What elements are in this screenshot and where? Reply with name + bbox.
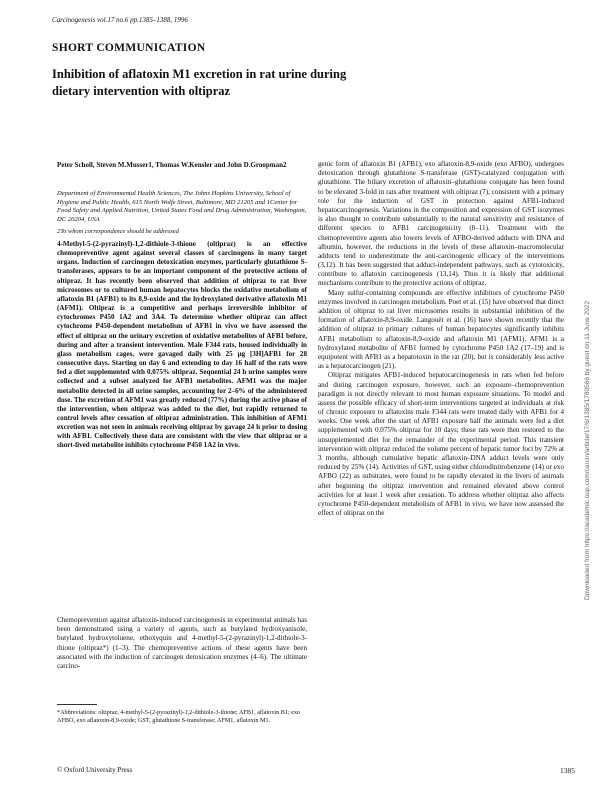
copyright-notice: © Oxford University Press [57, 766, 133, 774]
download-watermark [572, 200, 591, 600]
download-note: Downloaded from https://academic.oup.com/carcin/article/17/6/1385/1780566 by guest on 11 June 2022 [584, 300, 591, 600]
correspondence-note: 2To whom correspondence should be addressed [57, 228, 179, 235]
footnote-divider [57, 704, 97, 705]
body-text-right [318, 160, 564, 518]
paragraph: Many sulfur-containing compounds are effective inhibitors of cytochrome P450 enzymes involved in carcinogen metabolism. Poet et al. (15) have observed that direct addition of oltipraz to rat liver microsomes results in substantial inhibition of the formation of aflatoxin-8,9-oxide. Langouët et al. (16) have shown recently that the addition of oltipraz to primary cultures of human hepatocytes significantly inhibits AFB1 metabolism to aflatoxin-8,9-oxide and aflatoxin M1 (AFM1). AFM1 is a hydroxylated metabolite of AFB1 formed by cytochrome P450 1A2 (17–19) and is equipotent with AFB1 as a hepatotoxin in the rat (20), but is considerably less active as a hepatocarcinogen (21). [318, 288, 564, 371]
body-text-left: Chemoprevention against aflatoxin-induced carcinogenesis in experimental animals has been demonstrated using a variety of agents, such as butylated hydroxyanisole, butylated hydroxytoluene, ethoxyquin and 4-methyl-5-(2-pyrazinyl)-1,2-dithiole-3-thione (oltipraz*) (1–3). The chemopreventive actions of these agents have been associated with the induction of carcinogen detoxication enzymes (4–6). The ultimate carcino- [57, 616, 307, 671]
article-title: Inhibition of aflatoxin M1 excretion in rat urine during dietary intervention with oltipraz [52, 67, 347, 98]
author-list: Peter Scholl, Steven M.Musser1, Thomas W.Kensler and John D.Groopman2 [57, 161, 287, 169]
journal-citation: Carcinogenesis vol.17 no.6 pp.1385–1388, 1996 [52, 16, 188, 24]
abbreviations-footnote: *Abbreviations: oltipraz, 4-methyl-5-(2-pyrazinyl)-1,2-dithiole-3-thione; AFB1, aflatoxin B1; exo AFBO, exo aflatoxin-8,9-oxide; GST, glutathione S-transferase; AFM1, aflatoxin M1. [57, 709, 301, 724]
paragraph: Oltipraz mitigates AFB1-induced hepatocarcinogenesis in rats when fed before and during carcinogen exposure, however, such an exposure–chemoprevention paradigm is not directly relevant to most human exposure situations. To model and assess the possible efficacy of short-term interventions targeted at individuals at risk of chronic exposure to aflatoxins male F344 rats were treated daily with AFB1 for 4 weeks. One week after the start of AFB1 exposure half the animals were fed a diet supplemented with 0.075% oltipraz for 10 days; these rats were then restored to the unsupplemented diet for the remainder of the experimental period. This transient intervention with oltipraz reduced the volume percent of hepatic tumor foci by 72% at 3 months, although cumulative hepatic aflatoxin–DNA adduct levels were only reduced by 25% (14). Activities of GST, using either chlorodinitrobenzene (14) or exo AFBO (22) as substrates, were found to be rapidly elevated in the livers of animals after beginning the oltipraz intervention and remained elevated above control activities for at least 1 week after cessation. To address whether oltipraz also affects cytochrome P450-dependent metabolism of AFB1 in vivo, we have now assessed the effect of oltipraz on the [318, 371, 564, 518]
author-affiliation: Department of Environmental Health Sciences, The Johns Hopkins University, School of Hygiene and Public Health, 615 North Wolfe Street, Baltimore, MD 21205 and 1Center for Food Safety and Applied Nutrition, United States Food and Drug Administration, Washington, DC 20204, USA [57, 190, 307, 223]
paragraph: genic form of aflatoxin B1 (AFB1), exo aflatoxin-8,9-oxide (exo AFBO), undergoes detoxication through glutathione S-transferase (GST)-catalyzed conjugation with glutathione. The biliary excretion of aflatoxin–glutathione conjugate has been found to be elevated 3-fold in rats after treatment with oltipraz (7), consistent with a primary role for the induction of GST in protection against AFB1-induced hepatocarcinogenesis. Variations in the composition and expression of GST isozymes is also thought to contribute substantially to the natural sensitivity and resistance of different species to AFB1 carcinogenicity (8–11). Treatment with the chemopreventive agents also lowers levels of AFBO-derived adducts with DNA and albumin, however, the reductions in the levels of these aflatoxin–macromolecular adducts tend to underestimate the anti-carcinogenic efficacy of the interventions (3,12). It has been suggested that adduct-independent pathways, such as cytotoxicity, contribute to aflatoxin carcinogenesis (13,14). Thus it is likely that additional mechanisms contribute to the protective actions of oltipraz. [318, 160, 564, 288]
section-label: SHORT COMMUNICATION [52, 42, 206, 54]
abstract: 4-Methyl-5-(2-pyrazinyl)-1,2-dithiole-3-thione (oltipraz) is an effective chemopreventive agent against several classes of carcinogens in many target organs. Induction of carcinogen detoxication enzymes, particularly glutathione S-transferases, appears to be an important component of the protective actions of oltipraz. It has recently been observed that addition of oltipraz to rat liver microsomes or to cultured human hepatocytes blocks the oxidative metabolism of aflatoxin B1 (AFB1) to its 8,9-oxide and the hydroxylated derivative aflatoxin M1 (AFM1). Oltipraz is a competitive and perhaps irreversible inhibitor of cytochromes P450 1A2 and 3A4. To determine whether oltipraz can affect cytochrome P450-dependent metabolism of AFB1 in vivo we have assessed the effect of oltipraz on the urinary excretion of oxidative metabolites of AFB1 before, during and after a transient intervention. Male F344 rats, housed individually in glass metabolism cages, were gavaged daily with 25 µg [3H]AFB1 for 28 consecutive days. Starting on day 6 and extending to day 16 half of the rats were fed a diet supplemented with 0.075% oltipraz. Sequential 24 h urine samples were collected and a subset analyzed for AFB1 metabolites. AFM1 was the major metabolite detected in all urine samples, accounting for 2–6% of the administered dose. The excretion of AFM1 was greatly reduced (77%) during the active phase of the intervention, when oltipraz was added to the diet, but rapidly returned to control levels after cessation of oltipraz administration. This inhibition of AFM1 excretion was not seen in animals receiving oltipraz by gavage 24 h prior to dosing with AFB1. Collectively these data are consistent with the view that oltipraz or a short-lived metabolite inhibits cytochrome P450 1A2 in vivo. [57, 240, 307, 450]
page-number: 1385 [560, 766, 575, 775]
